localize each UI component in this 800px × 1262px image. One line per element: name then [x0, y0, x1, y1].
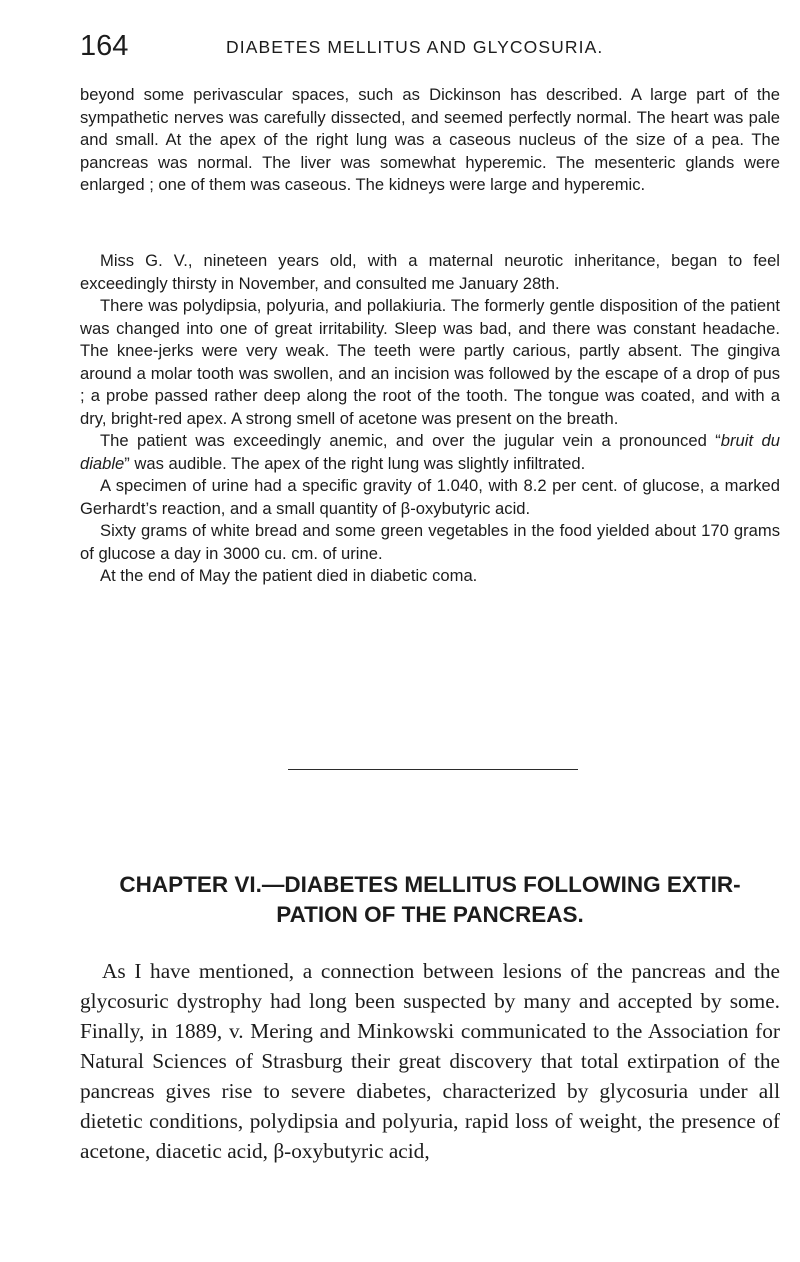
paragraph: A specimen of urine had a specific gravity of 1.040, with 8.2 per cent. of glucose, a marked Gerhardt’s reaction, and a small quantity of β-oxybutyric acid. — [80, 476, 780, 518]
chapter-heading-line: CHAPTER VI.—DIABETES MELLITUS FOLLOWING EXTIR- — [119, 872, 741, 897]
case-report — [80, 250, 780, 588]
autopsy-paragraph — [80, 84, 780, 197]
text-run: ” was audible. The apex of the right lung was slightly infiltrated. — [124, 453, 586, 473]
paragraph: There was polydipsia, polyuria, and pollakiuria. The formerly gentle disposition of the patient was changed into one of great irritability. Sleep was bad, and there was constant headache. The knee-jerks were very weak. The teeth were partly carious, partly absent. The gingiva around a molar tooth was swollen, and an incision was followed by the escape of a drop of pus ; a probe passed rather deep along the root of the tooth. The tongue was coated, and with a dry, bright-red apex. A strong smell of acetone was present on the breath. — [80, 296, 780, 428]
section-divider — [288, 769, 578, 770]
chapter-heading — [80, 870, 780, 930]
page-number: 164 — [80, 30, 129, 62]
paragraph: Sixty grams of white bread and some green vegetables in the food yielded about 170 grams of glucose a day in 3000 cu. cm. of urine. — [80, 521, 780, 563]
paragraph: As I have mentioned, a connection between lesions of the pancreas and the glycosuric dystrophy had long been suspected by many and accepted by some. Finally, in 1889, v. Mering and Minkowski communicated to the Association for Natural Sciences of Strasburg their great discovery that total extirpation of the pancreas gives rise to severe diabetes, characterized by glycosuria under all dietetic conditions, polydipsia and polyuria, rapid loss of weight, the presence of acetone, diacetic acid, β-oxybutyric acid, — [80, 959, 780, 1163]
italic-phrase: bruit du diable — [80, 431, 780, 473]
running-head: DIABETES MELLITUS AND GLYCOSURIA. — [226, 37, 604, 57]
paragraph: At the end of May the patient died in diabetic coma. — [100, 566, 478, 585]
paragraph — [80, 430, 780, 475]
paragraph: Miss G. V., nineteen years old, with a maternal neurotic inheritance, began to feel exceedingly thirsty in November, and consulted me January 28th. — [80, 251, 780, 293]
paragraph: beyond some perivascular spaces, such as Dickinson has described. A large part of the sympathetic nerves was carefully dissected, and seemed perfectly normal. The heart was pale and small. At the apex of the right lung was a caseous nucleus of the size of a pea. The pancreas was normal. The liver was somewhat hyperemic. The mesenteric glands were enlarged ; one of them was caseous. The kidneys were large and hyperemic. — [80, 85, 780, 194]
page-header — [80, 30, 780, 66]
text-run: The patient was exceedingly anemic, and over the jugular vein a pronounced “ — [100, 431, 721, 450]
chapter-body — [80, 956, 780, 1166]
chapter-heading-line: PATION OF THE PANCREAS. — [276, 902, 584, 927]
